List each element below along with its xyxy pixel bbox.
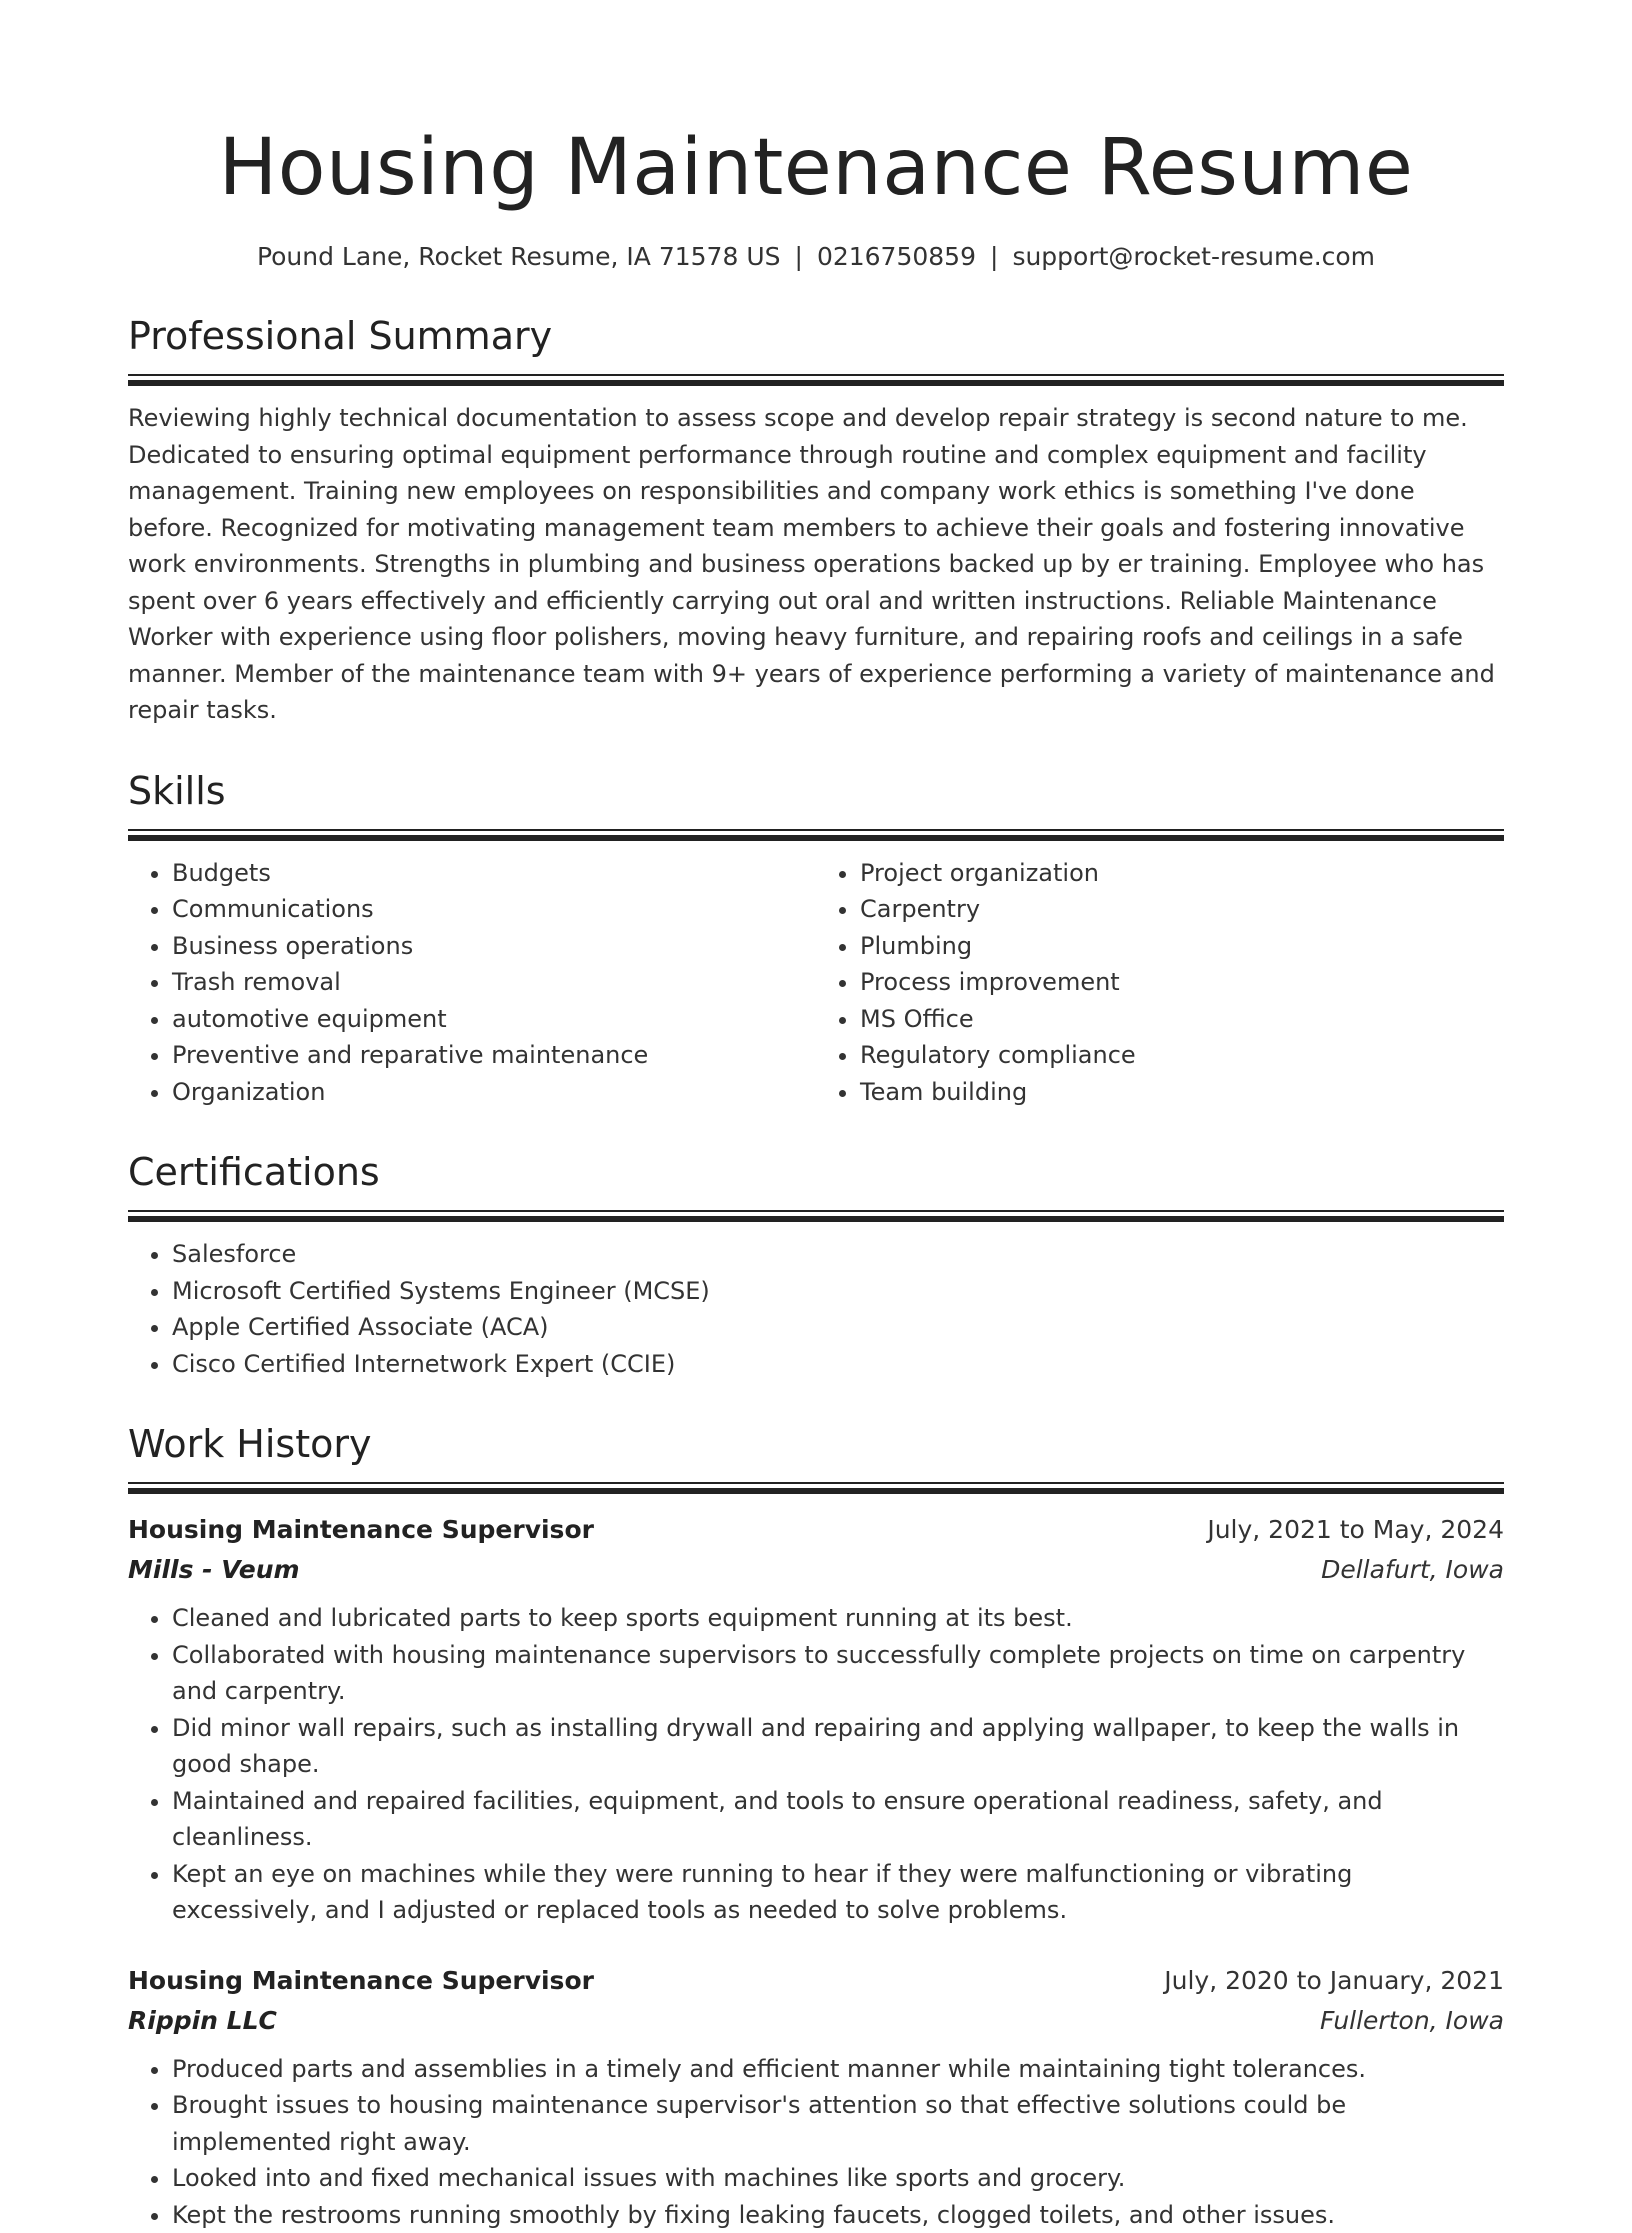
job-duty-item: • Did minor wall repairs, such as installing drywall and repairing and applying wallpaper, to keep the walls in good shape. [172,1710,1504,1783]
job-header-row [128,1510,1504,1550]
job-title: Housing Maintenance Supervisor [128,1510,594,1550]
skill-item: • Plumbing [860,928,1504,965]
skill-item: • Regulatory compliance [860,1037,1504,1074]
job-duty-item: • Cleaned and lubricated parts to keep sports equipment running at its best. [172,1600,1504,1637]
summary-section [128,312,1504,729]
skills-list-left [128,855,816,1111]
job-company-row [128,2001,1504,2041]
contact-separator: | [795,242,803,271]
job-duties-list [128,2051,1504,2233]
job-header-row [128,1961,1504,2001]
job-dates: July, 2020 to January, 2021 [1164,1961,1504,2001]
skills-list-right [816,855,1504,1111]
contact-separator: | [990,242,998,271]
certification-item: • Microsoft Certified Systems Engineer (MCSE) [172,1273,1504,1310]
job-duties-list [128,1600,1504,1929]
job-duty-item: • Kept the restrooms running smoothly by fixing leaking faucets, clogged toilets, and other issues. [172,2197,1504,2233]
certifications-heading: Certifications [128,1148,1504,1196]
job-company: Mills - Veum [128,1550,300,1590]
job-company: Rippin LLC [128,2001,277,2041]
skill-item: • Project organization [860,855,1504,892]
skills-section [128,767,1504,1111]
job-entry [128,1961,1504,2233]
section-divider [128,829,1504,841]
job-duty-item: • Maintained and repaired facilities, equipment, and tools to ensure operational readiness, safety, and cleanliness. [172,1783,1504,1856]
job-duty-item: • Kept an eye on machines while they were running to hear if they were malfunctioning or vibrating excessively, and I adjusted or replaced tools as needed to solve problems. [172,1856,1504,1929]
skill-item: • Business operations [172,928,816,965]
job-duty-item: • Collaborated with housing maintenance supervisors to successfully complete projects on time on carpentry and carpentry. [172,1637,1504,1710]
skill-item: • Trash removal [172,964,816,1001]
skill-item: • automotive equipment [172,1001,816,1038]
work-history-section [128,1420,1504,2233]
certifications-list [128,1236,1504,1382]
skill-item: • Process improvement [860,964,1504,1001]
job-entry [128,1510,1504,1929]
section-divider [128,1210,1504,1222]
work-history-heading: Work History [128,1420,1504,1468]
job-location: Fullerton, Iowa [1320,2001,1504,2041]
summary-heading: Professional Summary [128,312,1504,360]
job-duty-item: • Looked into and fixed mechanical issues with machines like sports and grocery. [172,2160,1504,2197]
section-divider [128,1482,1504,1494]
skill-item: • Budgets [172,855,816,892]
skill-item: • Carpentry [860,891,1504,928]
job-location: Dellafurt, Iowa [1321,1550,1504,1590]
section-divider [128,374,1504,386]
skill-item: • Organization [172,1074,816,1111]
skill-item: • MS Office [860,1001,1504,1038]
job-duty-item: • Brought issues to housing maintenance supervisor's attention so that effective solutions could be implemented right away. [172,2087,1504,2160]
certification-item: • Cisco Certified Internetwork Expert (CCIE) [172,1346,1504,1383]
job-company-row [128,1550,1504,1590]
skills-heading: Skills [128,767,1504,815]
certification-item: • Apple Certified Associate (ACA) [172,1309,1504,1346]
contact-phone: 0216750859 [817,242,976,271]
certifications-section [128,1148,1504,1382]
contact-address: Pound Lane, Rocket Resume, IA 71578 US [257,242,781,271]
skills-columns [128,841,1504,1111]
contact-email[interactable]: support@rocket-resume.com [1012,242,1375,271]
skill-item: • Communications [172,891,816,928]
skill-item: • Preventive and reparative maintenance [172,1037,816,1074]
certification-item: • Salesforce [172,1236,1504,1273]
job-title: Housing Maintenance Supervisor [128,1961,594,2001]
contact-line [128,240,1504,274]
skill-item: • Team building [860,1074,1504,1111]
resume-title: Housing Maintenance Resume [128,118,1504,218]
summary-text: Reviewing highly technical documentation to assess scope and develop repair strategy is second nature to me. Dedicated to ensuring optimal equipment performance through routine and complex equipment and facility management. Training new employees on responsibilities and company work ethics is something I've done before. Recognized for motivating management team members to achieve their goals and fostering innovative work environments. Strengths in plumbing and business operations backed up by er training. Employee who has spent over 6 years effectively and efficiently carrying out oral and written instructions. Reliable Maintenance Worker with experience using floor polishers, moving heavy furniture, and repairing roofs and ceilings in a safe manner. Member of the maintenance team with 9+ years of experience performing a variety of maintenance and repair tasks. [128,400,1504,729]
job-dates: July, 2021 to May, 2024 [1207,1510,1504,1550]
job-duty-item: • Produced parts and assemblies in a timely and efficient manner while maintaining tight tolerances. [172,2051,1504,2088]
